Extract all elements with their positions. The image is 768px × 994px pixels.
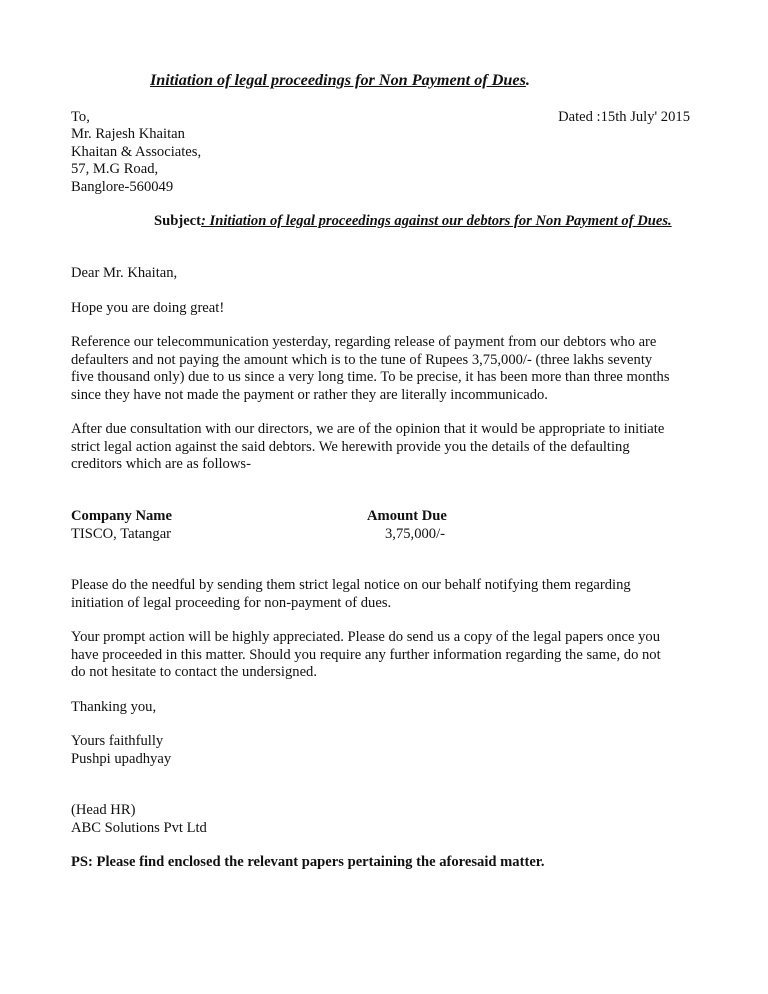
greeting: Hope you are doing great! bbox=[71, 300, 225, 316]
para4-line: do not hesitate to contact the undersigned. bbox=[71, 664, 317, 680]
signer-company: ABC Solutions Pvt Ltd bbox=[71, 819, 207, 836]
signer-name: Pushpi upadhyay bbox=[71, 750, 172, 767]
postscript: PS: Please find enclosed the relevant papers pertaining the aforesaid matter. bbox=[71, 853, 545, 870]
para3-line: Please do the needful by sending them strict legal notice on our behalf notifying them regarding bbox=[71, 577, 631, 593]
para2-line: After due consultation with our directors, we are of the opinion that it would be appropriate to initiate bbox=[71, 421, 665, 437]
table-cell-company: TISCO, Tatangar bbox=[71, 525, 172, 542]
address-city: Banglore-560049 bbox=[71, 178, 174, 195]
para2-line: creditors which are as follows- bbox=[71, 456, 251, 472]
address-street: 57, M.G Road, bbox=[71, 161, 159, 177]
para1-line: Reference our telecommunication yesterday, regarding release of payment from our debtors who are bbox=[71, 334, 657, 350]
subject-label: Subject bbox=[154, 213, 202, 229]
title-text: Initiation of legal proceedings for Non Payment of Dues bbox=[150, 71, 526, 89]
subject-line bbox=[154, 213, 672, 230]
address-to: To, bbox=[71, 109, 90, 125]
para3-line: initiation of legal proceeding for non-payment of dues. bbox=[71, 594, 392, 611]
table-header-company: Company Name bbox=[71, 508, 172, 524]
address-name: Mr. Rajesh Khaitan bbox=[71, 126, 185, 142]
salutation: Dear Mr. Khaitan, bbox=[71, 265, 178, 281]
table-cell-amount: 3,75,000/- bbox=[385, 525, 445, 542]
para1-line: since they have not made the payment or rather they are literally incommunicado. bbox=[71, 386, 548, 403]
para4-line: Your prompt action will be highly appreciated. Please do send us a copy of the legal papers once you bbox=[71, 629, 661, 645]
para4-line: have proceeded in this matter. Should you require any further information regarding the same, do not bbox=[71, 646, 661, 663]
signer-role: (Head HR) bbox=[71, 802, 136, 818]
para1-line: five thousand only) due to us since a very long time. To be precise, it has been more than three months bbox=[71, 369, 670, 385]
address-firm: Khaitan & Associates, bbox=[71, 143, 202, 160]
thanks-line: Thanking you, bbox=[71, 698, 157, 715]
closing-line: Yours faithfully bbox=[71, 733, 164, 749]
para1-line: defaulters and not paying the amount which is to the tune of Rupees 3,75,000/- (three lakhs seventy bbox=[71, 351, 653, 368]
subject-text: : Initiation of legal proceedings against our debtors for Non Payment of Dues. bbox=[201, 213, 672, 229]
para2-line: strict legal action against the said debtors. We herewith provide you the details of the defaulting bbox=[71, 438, 630, 455]
letter-title bbox=[150, 71, 530, 90]
title-period: . bbox=[525, 71, 530, 89]
table-header-amount: Amount Due bbox=[367, 508, 447, 524]
letter-date: Dated :15th July' 2015 bbox=[558, 109, 690, 125]
